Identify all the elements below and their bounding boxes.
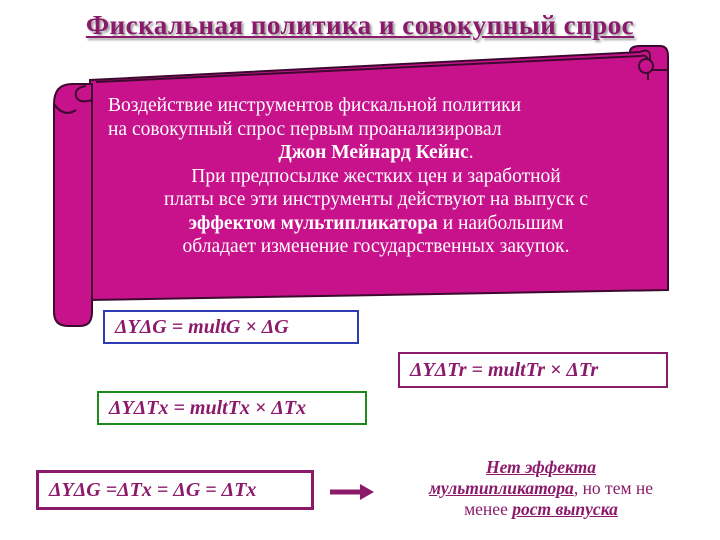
formula-taxes: ΔYΔTx = multTx × ΔTx bbox=[97, 391, 367, 425]
note-text-2: , но тем не bbox=[573, 478, 654, 498]
scroll-line-7: обладает изменение государственных закупок. bbox=[182, 236, 570, 257]
note-emphasis-2: мультипликатора bbox=[428, 478, 574, 498]
formula-transfers: ΔYΔTr = multTr × ΔTr bbox=[398, 352, 668, 388]
page-title: Фискальная политика и совокупный спрос bbox=[85, 10, 635, 40]
note-line-2 bbox=[380, 478, 702, 499]
scroll-line-5: платы все эти инструменты действуют на выпуск с bbox=[163, 189, 589, 210]
formula-balanced-budget: ΔYΔG =ΔTx = ΔG = ΔTx bbox=[36, 470, 314, 510]
scroll-line-4: При предпосылке жестких цен и заработной bbox=[191, 165, 561, 187]
multiplier-effect: эффектом мультипликатора bbox=[188, 212, 438, 234]
keynes-name: Джон Мейнард Кейнс bbox=[278, 142, 469, 163]
note-text-3: менее bbox=[464, 499, 513, 519]
scroll-line-6-end: и наибольшим bbox=[437, 212, 564, 234]
formula-government-purchases: ΔYΔG = multG × ΔG bbox=[103, 310, 359, 344]
note-line-1 bbox=[380, 457, 702, 478]
scroll-line-1: Воздействие инструментов фискальной политики bbox=[108, 95, 522, 116]
no-multiplier-note bbox=[380, 457, 702, 520]
scroll-line-3-end: . bbox=[468, 142, 474, 163]
note-line-3 bbox=[380, 499, 702, 520]
note-emphasis-1: Нет эффекта bbox=[486, 457, 596, 477]
note-emphasis-3: рост выпуска bbox=[512, 499, 618, 519]
scroll-line-2: на совокупный спрос первым проанализировал bbox=[108, 118, 502, 140]
